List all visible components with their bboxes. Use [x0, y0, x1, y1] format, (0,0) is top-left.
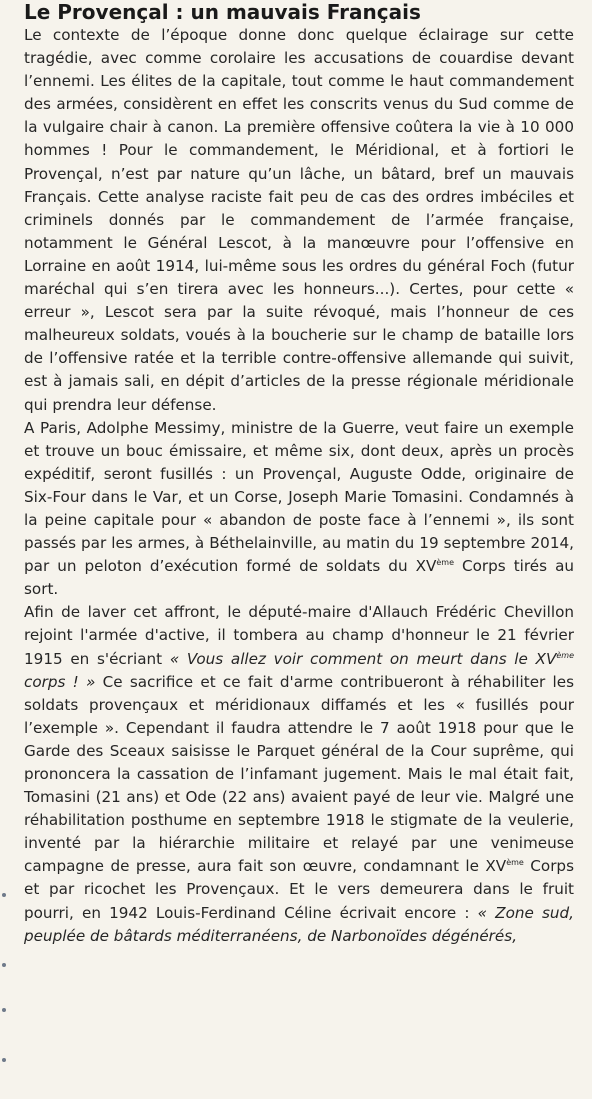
quote-celine: « Zone sud, peuplée de bâtards méditerranéens, de Narbonoïdes dégénérés,	[24, 903, 575, 945]
paragraph-3-text-c: Corps et par ricochet les Provençaux. Et le vers demeurera dans le fruit pourri, en 1942 Louis-Ferdinand Céline écrivait encore :	[24, 857, 574, 922]
article-title: Le Provençal : un mauvais Français	[24, 0, 421, 24]
paragraph-1-text: Le contexte de l’époque donne donc quelque éclairage sur cette tragédie, avec comme corolaire les accusations de couardise devant l’ennemi. Les élites de la capitale, tout comme le haut commandement des armées, considèrent en effet les conscrits venus du Sud comme de la vulgaire chair à canon. La première offensive coûtera la vie à 10 000 hommes ! Pour le commandement, le Méridional, et à fortiori le Provençal, n’est par nature qu’un lâche, un bâtard, bref un mauvais Français. Cette analyse raciste fait peu de cas des ordres imbéciles et criminels donnés par le commandement de l’armée française, notamment le Général Lescot, à la manœuvre pour l’offensive en Lorraine en août 1914, lui-même sous les ordres du général Foch (futur maréchal qui s’en tirera avec les honneurs...). Certes, pour cette « erreur », Lescot sera par la suite révoqué, mais l’honneur de ces malheureux soldats, voués à la boucherie sur le champ de bataille lors de l’offensive ratée et la terrible contre-offensive allemande qui suivit, est à jamais sali, en dépit d’articles de la presse régionale méridionale qui prendra leur défense.	[24, 26, 574, 414]
paragraph-1	[24, 24, 574, 417]
paragraph-3-text-b: Ce sacrifice et ce fait d'arme contribueront à réhabiliter les soldats provençaux et méridionaux diffamés et les « fusillés pour l’exemple ». Cependant il faudra attendre le 7 août 1918 pour que le Garde des Sceaux saisisse le Parquet général de la Cour suprême, qui prononcera la cassation de l’infamant jugement. Mais le mal était fait, Tomasini (21 ans) et Ode (22 ans) avaient payé de leur vie. Malgré une réhabilitation posthume en septembre 1918 le stigmate de la veulerie, inventé par la hiérarchie militaire et relayé par une venimeuse campagne de presse, aura fait son œuvre, condamnant le XV	[24, 672, 574, 876]
paragraph-3-text-a: Afin de laver cet affront, le député-maire d'Allauch Frédéric Chevillon rejoint l'armée d'active, il tombera au champ d'honneur le 21 février 1915 en s'écriant	[24, 603, 574, 668]
quote-chevillon-a: « Vous allez voir comment on meurt dans le XV	[169, 649, 557, 668]
paragraph-2	[24, 417, 574, 602]
quote-chevillon-b: corps ! »	[24, 672, 96, 691]
paragraph-2-text-a: A Paris, Adolphe Messimy, ministre de la Guerre, veut faire un exemple et trouve un bouc émissaire, et même six, dont deux, après un procès expéditif, seront fusillés : un Provençal, Auguste Odde, originaire de Six-Four dans le Var, et un Corse, Joseph Marie Tomasini. Condamnés à la peine capitale pour « abandon de poste face à l’ennemi », ils sont passés par les armes, à Béthelainville, au matin du 19 septembre 2014, par un peloton d’exécution formé de soldats du XV	[24, 418, 574, 576]
superscript-eme: ème	[506, 858, 524, 868]
margin-dot	[2, 893, 6, 897]
paragraph-2-text-b: Corps tirés au sort.	[24, 557, 574, 599]
margin-dot	[2, 1058, 6, 1062]
margin-dot	[2, 963, 6, 967]
paragraph-3	[24, 601, 574, 947]
superscript-eme: ème	[556, 650, 574, 660]
superscript-eme: ème	[436, 558, 455, 568]
margin-dot	[2, 1008, 6, 1012]
